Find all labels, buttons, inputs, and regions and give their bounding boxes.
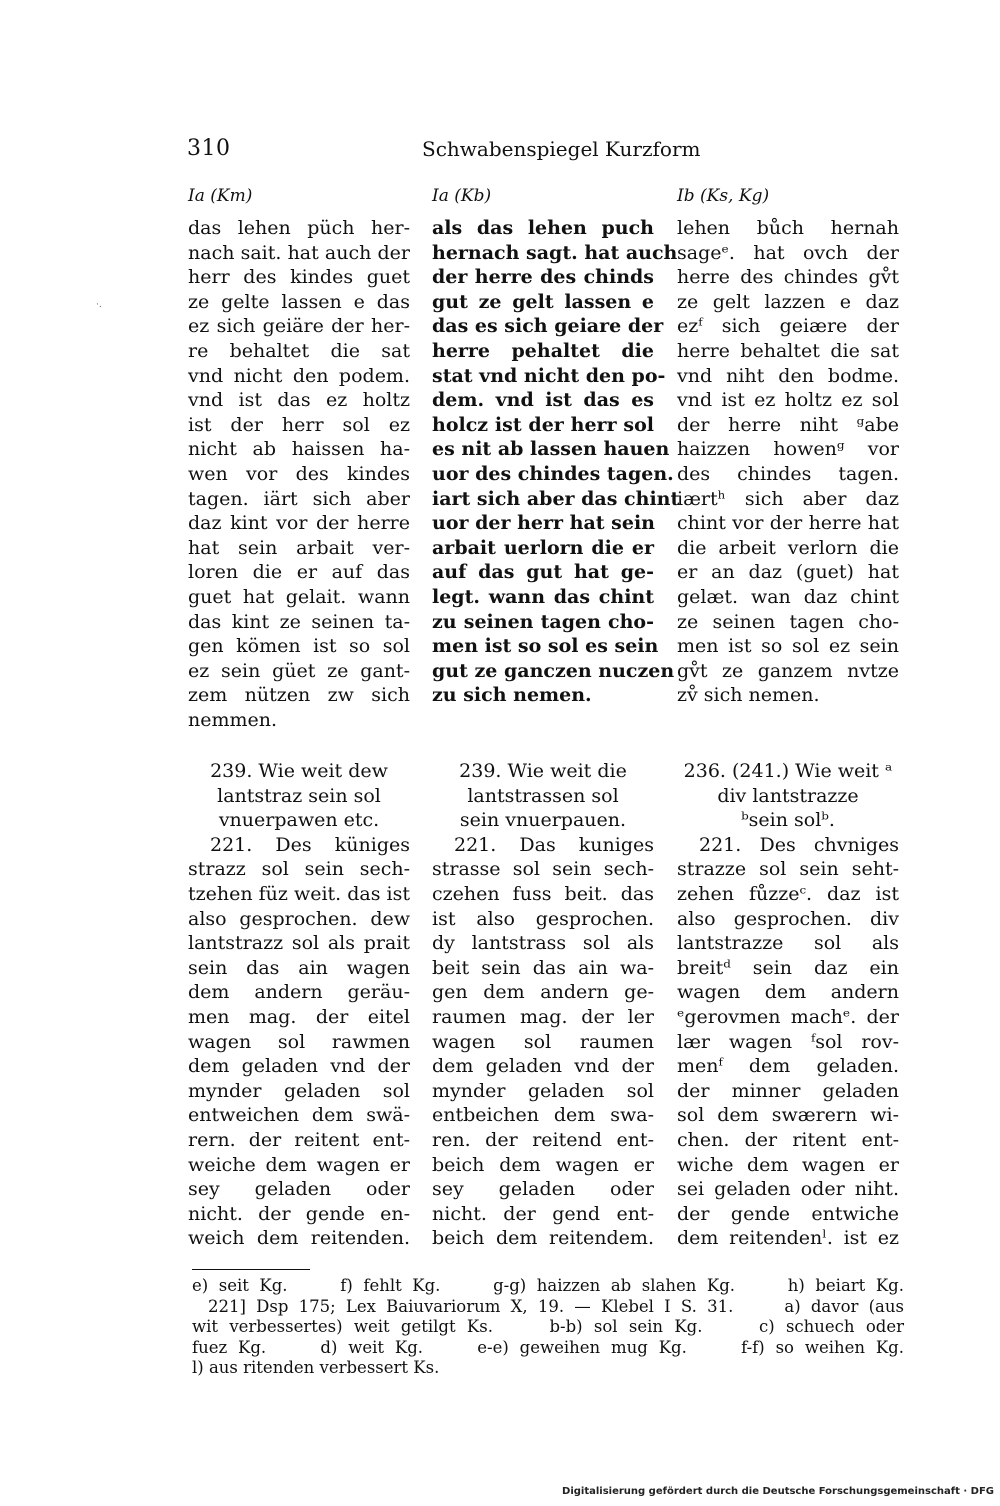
text-line: iart sich aber das chint bbox=[432, 487, 680, 510]
text-line: strazze sol sein seht- bbox=[677, 858, 899, 881]
footnote-line: 221] Dsp 175; Lex Baiuvariorum X, 19. — Klebel I S. 31. a) davor (aus bbox=[208, 1296, 904, 1316]
text-line: sei geladen oder niht. bbox=[677, 1178, 899, 1201]
footnote-rule bbox=[192, 1269, 310, 1270]
text-line: herre des chindes gv̊t bbox=[677, 266, 899, 289]
text-line: ist der herr sol ez bbox=[188, 413, 410, 436]
text-line: wen vor des kindes bbox=[188, 462, 410, 485]
text-line: beich dem reitendem. bbox=[432, 1227, 654, 1250]
text-line: chint vor der herre hat bbox=[677, 512, 899, 535]
text-line: holcz ist der herr sol bbox=[432, 413, 654, 436]
text-line: ze gelte lassen e das bbox=[188, 290, 410, 313]
text-line: hat sein arbait ver- bbox=[188, 536, 410, 559]
text-line: ez sein güet ze gant- bbox=[188, 659, 410, 682]
text-line: sey geladen oder bbox=[188, 1178, 410, 1201]
text-line: men ist so sol es sein bbox=[432, 635, 659, 658]
text-line: uor des chindes tagen. bbox=[432, 462, 674, 485]
dfg-footer: Digitalisierung gefördert durch die Deutsche Forschungsgemeinschaft · DFG bbox=[562, 1486, 994, 1497]
text-line: 221. Das kuniges bbox=[454, 833, 654, 856]
section-block-ks-kg bbox=[677, 759, 899, 1251]
text-line: dem. vnd ist das es bbox=[432, 389, 654, 412]
text-line: dem geladen vnd der bbox=[432, 1055, 654, 1078]
footnote-line: wit verbessertes) weit getilgt Ks. b-b) sol sein Kg. c) schuech oder bbox=[192, 1317, 904, 1336]
text-line: es nit ab lassen hauen bbox=[432, 438, 670, 461]
column-heading-ks-kg: Ib (Ks, Kg) bbox=[677, 186, 770, 206]
text-line: wagen sol rawmen bbox=[188, 1030, 410, 1053]
section-block-kb bbox=[432, 759, 654, 1251]
text-line: ezᶠ sich geiære der bbox=[677, 315, 899, 338]
text-line: sol dem swærern wi- bbox=[677, 1104, 899, 1127]
text-line: mynder geladen sol bbox=[188, 1079, 410, 1102]
text-line: der minner geladen bbox=[677, 1079, 899, 1102]
text-line: vnd ist ez holtz ez sol bbox=[677, 389, 899, 412]
text-line: herre pehaltet die bbox=[432, 339, 654, 362]
text-line: zu sich nemen. bbox=[432, 684, 592, 707]
column-heading-km: Ia (Km) bbox=[188, 186, 253, 206]
text-line: zu seinen tagen cho- bbox=[432, 610, 654, 633]
text-line: also gesprochen. div bbox=[677, 907, 899, 930]
text-line: entbeichen dem swa- bbox=[432, 1104, 654, 1127]
text-line: weich dem reitenden. bbox=[188, 1227, 410, 1250]
text-line: rern. der reitent ent- bbox=[188, 1128, 410, 1151]
text-line: breitᵈ sein daz ein bbox=[677, 956, 899, 979]
text-line: lantstrazz sol als prait bbox=[188, 932, 410, 955]
text-line: der herre niht ᵍabe bbox=[677, 413, 899, 436]
footnote-line: fuez Kg. d) weit Kg. e-e) geweihen mug Kg. f-f) so weihen Kg. bbox=[192, 1337, 904, 1357]
text-line: iærtʰ sich aber daz bbox=[677, 487, 899, 510]
text-line: nicht. der gend ent- bbox=[432, 1202, 654, 1225]
text-line: ez sich geiäre der her- bbox=[188, 315, 410, 338]
footnote-line: l) aus ritenden verbessert Ks. bbox=[192, 1358, 440, 1377]
text-line: tagen. iärt sich aber bbox=[188, 487, 410, 510]
text-line: strasse sol sein sech- bbox=[432, 858, 654, 881]
text-line: lehen bůch hernah bbox=[677, 217, 899, 239]
text-line: zehen fůzzeᶜ. daz ist bbox=[677, 882, 899, 905]
text-line: der herre des chinds bbox=[432, 266, 654, 289]
text-line: czehen fuss beit. das bbox=[432, 882, 654, 905]
text-line: 221. Des küniges bbox=[210, 833, 410, 856]
text-line: also gesprochen. dew bbox=[188, 907, 410, 930]
text-line: als das lehen puch bbox=[432, 217, 654, 239]
text-line: gv̊t ze ganzem nvtze bbox=[677, 659, 899, 682]
running-title: Schwabenspiegel Kurzform bbox=[422, 137, 701, 161]
text-line: vnd nicht den podem. bbox=[188, 364, 410, 387]
column-body-kb bbox=[432, 216, 680, 708]
text-line: der gende entwiche bbox=[677, 1202, 899, 1225]
section-heading-line: ᵇsein solᵇ. bbox=[741, 809, 835, 832]
text-line: gut ze ganczen nuczen bbox=[432, 659, 675, 682]
text-line: beich dem wagen er bbox=[432, 1153, 654, 1176]
text-line: guet hat gelait. wann bbox=[188, 585, 410, 608]
text-line: er an daz (guet) hat bbox=[677, 561, 899, 584]
text-line: vnd ist das ez holtz bbox=[188, 389, 410, 412]
text-line: uor der herr hat sein bbox=[432, 512, 655, 535]
text-line: vnd niht den bodme. bbox=[677, 364, 899, 387]
text-line: wagen sol raumen bbox=[432, 1030, 654, 1053]
column-body-ks-kg bbox=[677, 216, 899, 708]
text-line: ze gelt lazzen e daz bbox=[677, 290, 899, 313]
text-line: daz kint vor der herre bbox=[188, 512, 410, 535]
text-line: haizzen howenᵍ vor bbox=[677, 438, 899, 461]
text-line: chen. der ritent ent- bbox=[677, 1128, 899, 1151]
text-line: wiche dem wagen er bbox=[677, 1153, 899, 1176]
text-line: dem reitendenˡ. ist ez bbox=[677, 1227, 899, 1250]
text-line: zv̊ sich nemen. bbox=[677, 684, 820, 707]
text-line: sey geladen oder bbox=[432, 1178, 654, 1201]
text-line: tzehen füz weit. das ist bbox=[188, 882, 411, 905]
text-line: entweichen dem swä- bbox=[188, 1104, 410, 1127]
text-line: gen dem andern ge- bbox=[432, 981, 654, 1004]
text-line: ist also gesprochen. bbox=[432, 907, 654, 930]
footnote-line: e) seit Kg. f) fehlt Kg. g-g) haizzen ab slahen Kg. h) beiart Kg. bbox=[192, 1276, 904, 1295]
section-heading-line: 239. Wie weit die bbox=[459, 760, 627, 782]
text-line: das kint ze seinen ta- bbox=[188, 610, 410, 633]
text-line: beit sein das ain wa- bbox=[432, 956, 654, 979]
text-line: 221. Des chvniges bbox=[699, 833, 899, 856]
text-line: wagen dem andern bbox=[677, 981, 899, 1004]
scan-speck: ·. bbox=[96, 300, 102, 310]
text-line: ᵉgerovmen machᵉ. der bbox=[677, 1005, 899, 1028]
text-line: herr des kindes guet bbox=[188, 266, 410, 289]
text-line: hernach sagt. hat auch bbox=[432, 241, 678, 264]
section-heading-line: lantstrassen sol bbox=[467, 784, 619, 807]
text-line: strazz sol sein sech- bbox=[188, 858, 410, 881]
section-heading-line: vnuerpawen etc. bbox=[218, 809, 380, 832]
text-line: legt. wann das chint bbox=[432, 585, 654, 608]
text-line: herre behaltet die sat bbox=[677, 339, 899, 362]
text-line: sageᵉ. hat ovch der bbox=[677, 241, 899, 264]
text-line: men ist so sol ez sein bbox=[677, 635, 899, 658]
text-line: re behaltet die sat bbox=[188, 339, 410, 362]
text-line: mynder geladen sol bbox=[432, 1079, 654, 1102]
column-body-km bbox=[188, 216, 410, 732]
text-line: das lehen püch her- bbox=[188, 217, 410, 239]
text-line: lær wagen ᶠsol rov- bbox=[677, 1030, 899, 1053]
section-heading-line: lantstraz sein sol bbox=[217, 784, 381, 807]
text-line: ren. der reitend ent- bbox=[432, 1128, 654, 1151]
text-line: zem nützen zw sich bbox=[188, 684, 410, 707]
text-line: raumen mag. der ler bbox=[432, 1005, 654, 1028]
text-line: nicht ab haissen ha- bbox=[188, 438, 410, 461]
text-line: arbait uerlorn die er bbox=[432, 536, 654, 559]
text-line: auf das gut hat ge- bbox=[432, 561, 654, 584]
footnotes bbox=[192, 1276, 904, 1379]
text-line: nicht. der gende en- bbox=[188, 1202, 410, 1225]
section-heading-line: div lantstrazze bbox=[717, 784, 859, 807]
text-line: loren die er auf das bbox=[188, 561, 410, 584]
column-heading-kb: Ia (Kb) bbox=[432, 186, 492, 206]
text-line: dem andern geräu- bbox=[188, 981, 410, 1004]
text-line: menᶠ dem geladen. bbox=[677, 1055, 899, 1078]
page-number: 310 bbox=[187, 136, 231, 161]
text-line: sein das ain wagen bbox=[188, 956, 410, 979]
text-line: dy lantstrass sol als bbox=[432, 932, 654, 955]
section-heading-line: 236. (241.) Wie weit ᵃ bbox=[683, 760, 893, 782]
text-line: die arbeit verlorn die bbox=[677, 536, 899, 559]
text-line: gut ze gelt lassen e bbox=[432, 290, 654, 313]
text-line: men mag. der eitel bbox=[188, 1005, 410, 1028]
text-line: stat vnd nicht den po- bbox=[432, 364, 666, 387]
text-line: weiche dem wagen er bbox=[188, 1153, 410, 1176]
text-line: gelæt. wan daz chint bbox=[677, 585, 899, 608]
text-line: ze seinen tagen cho- bbox=[677, 610, 899, 633]
section-heading-line: sein vnuerpauen. bbox=[459, 809, 627, 832]
text-line: des chindes tagen. bbox=[677, 462, 899, 485]
section-block-km bbox=[188, 759, 410, 1251]
text-line: nach sait. hat auch der bbox=[188, 241, 410, 264]
text-line: gen kömen ist so sol bbox=[188, 635, 410, 658]
text-line: lantstrazze sol als bbox=[677, 932, 899, 955]
section-heading-line: 239. Wie weit dew bbox=[210, 760, 388, 782]
text-line: das es sich geiare der bbox=[432, 315, 664, 338]
text-line: dem geladen vnd der bbox=[188, 1055, 410, 1078]
text-line: nemmen. bbox=[188, 708, 278, 731]
